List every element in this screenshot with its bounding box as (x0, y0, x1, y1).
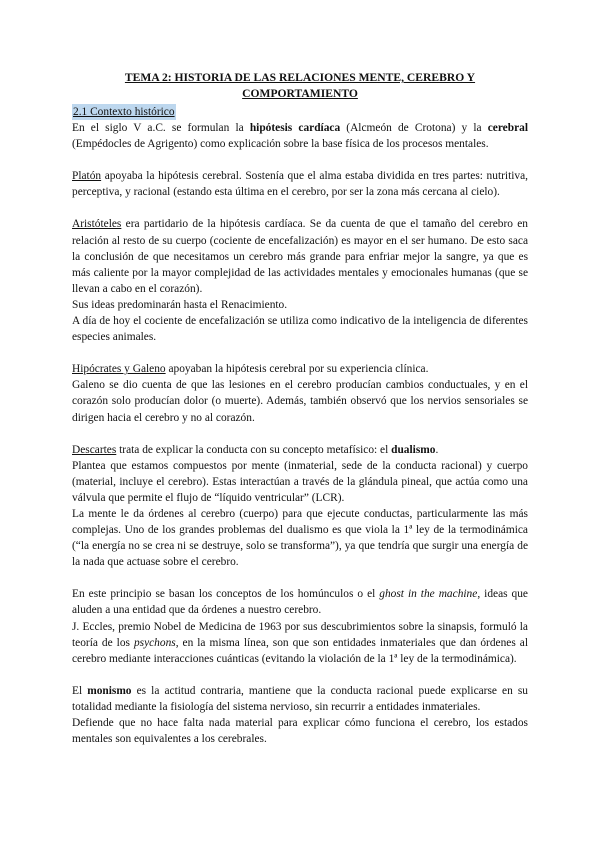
name-hipocrates-galeno: Hipócrates y Galeno (72, 363, 166, 376)
name-platon: Platón (72, 170, 102, 183)
title-line-2: COMPORTAMIENTO (242, 87, 358, 100)
paragraph-aristoteles: Aristóteles era partidario de la hipótesis cardíaca. Se da cuenta de que el tamaño del cerebro en relación al resto de su cuerpo (cociente de encefalización) es mayor en el ser humano. De esto saca la conclusión de que necesitamos un cerebro más grande para enfriar mejor la sangre, ya que es más caliente por la mayor complejidad de las actividades mentales y emocionales humanas (que se llevan a cabo en el corazón). (72, 218, 528, 295)
paragraph-hipocrates-galeno: Hipócrates y Galeno apoyaban la hipótesis cerebral por su experiencia clínica. (72, 363, 429, 376)
paragraph-descartes: Descartes trata de explicar la conducta con su concepto metafísico: el dualismo. (72, 443, 439, 456)
paragraph-eccles: J. Eccles, premio Nobel de Medicina de 1963 por sus descubrimientos sobre la sinapsis, formuló la teoría de los psychons, en la misma línea, son que son entidades inmateriales que dan órdenes al cerebro mediante interacciones cuánticas (evitando la violación de la 1ª ley de la termodinámica). (72, 620, 528, 665)
title-line-1: TEMA 2: HISTORIA DE LAS RELACIONES MENTE, CEREBRO Y (124, 71, 476, 84)
paragraph-descartes-3: La mente le da órdenes al cerebro (cuerpo) para que ejecute conductas, particularmente las más complejas. Uno de los grandes problemas del dualismo es que viola la 1ª ley de la termodinámica (“la energía no se crea ni se destruye, solo se transforma”), ya que tendría que surgir una energía de la nada que actuase sobre el cerebro. (72, 507, 528, 569)
paragraph-descartes-2: Plantea que estamos compuestos por mente (inmaterial, sede de la conducta racional) y cuerpo (material, incluye el cerebro). Estas interactúan a través de la glándula pineal, que actúa como una válvula que permite el flujo de “líquido ventricular” (LCR). (72, 459, 528, 504)
name-descartes: Descartes (72, 443, 117, 456)
paragraph-monismo: El monismo es la actitud contraria, mantiene que la conducta racional puede explicarse en su totalidad mediante la fisiología del sistema nervioso, sin recurrir a entidades inmateriales. (72, 684, 528, 713)
paragraph-aristoteles-3: A día de hoy el cociente de encefalización se utiliza como indicativo de la inteligencia de diferentes especies animales. (72, 315, 528, 344)
paragraph-homunculos: En este principio se basan los conceptos de los homúnculos o el ghost in the machine, ideas que aluden a una entidad que da órdenes a nuestro cerebro. (72, 588, 528, 617)
paragraph-platon: Platón apoyaba la hipótesis cerebral. Sostenía que el alma estaba dividida en tres partes: nutritiva, perceptiva, y racional (estando esta última en el cerebro, por ser la zona más cercana al cielo). (72, 170, 528, 199)
name-aristoteles: Aristóteles (72, 218, 122, 231)
paragraph-galeno: Galeno se dio cuenta de que las lesiones en el cerebro producían cambios conductuales, y en el corazón solo producían dolor (o muerte). Además, también observó que los nervios sensoriales se dirigen hacia el cerebro y no al corazón. (72, 379, 528, 424)
paragraph-monismo-2: Defiende que no hace falta nada material para explicar cómo funciona el cerebro, los estados mentales son equivalentes a los cerebrales. (72, 717, 528, 746)
section-heading: 2.1 Contexto histórico (72, 104, 176, 120)
paragraph-aristoteles-2: Sus ideas predominarán hasta el Renacimiento. (72, 298, 288, 311)
paragraph-hypotheses: En el siglo V a.C. se formulan la hipótesis cardíaca (Alcmeón de Crotona) y la cerebral (Empédocles de Agrigento) como explicación sobre la base física de los procesos mentales. (72, 122, 528, 151)
document-title (72, 70, 528, 102)
